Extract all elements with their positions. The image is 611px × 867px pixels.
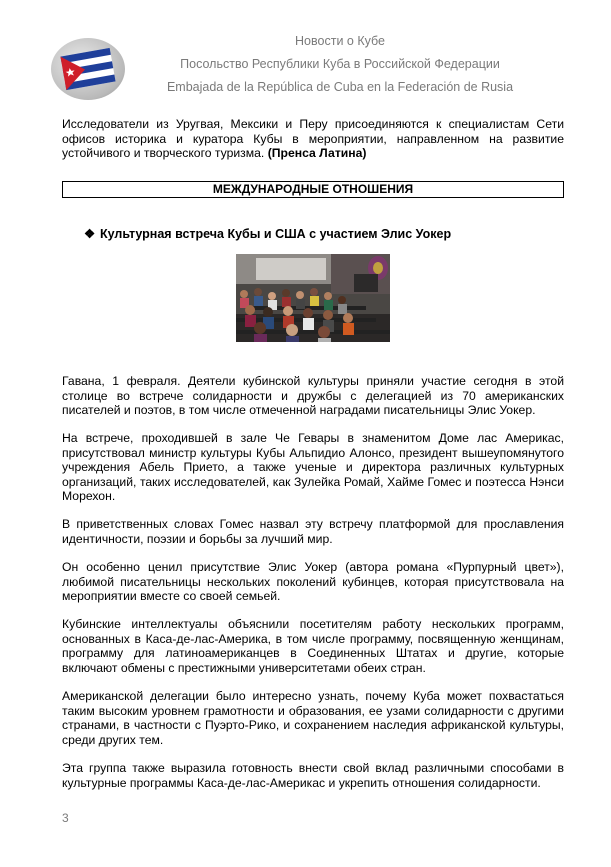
section-heading: МЕЖДУНАРОДНЫЕ ОТНОШЕНИЯ — [62, 181, 564, 198]
intro-source: (Пренса Латина) — [267, 146, 367, 160]
header-embassy-ru: Посольство Республики Куба в Российской Федерации — [180, 57, 500, 71]
article-title: Культурная встреча Кубы и США с участием Элис Уокер — [100, 227, 452, 241]
article-heading — [84, 226, 451, 241]
article-paragraph-6: Американской делегации было интересно узнать, почему Куба может похвастаться таким высоким уровнем грамотности и образования, ее узами солидарности с другими странами, в частности с Пуэрто-Рико, и сохранением наследия африканской культуры, среди других тем. — [62, 689, 564, 747]
article-paragraph-2: На встрече, проходившей в зале Че Гевары в знаменитом Доме лас Америкас, присутствовал министр культуры Кубы Альпидио Алонсо, президент вышеупомянутого учреждения Абель Прието, а также ученые и директора различных культурных организаций, таких исследователей, как Зулейка Ромай, Хайме Гомес и поэтесса Нэнси Морехон. — [62, 431, 564, 503]
article-paragraph-3: В приветственных словах Гомес назвал эту встречу платформой для прославления идентичности, поэзии и борьбы за лучший мир. — [62, 517, 564, 546]
page-number: 3 — [62, 811, 69, 825]
diamond-bullet-icon: ❖ — [84, 227, 96, 241]
header-news-title: Новости о Кубе — [295, 34, 385, 48]
article-paragraph-4: Он особенно ценил присутствие Элис Уокер (автора романа «Пурпурный цвет»), любимой писательницы нескольких поколений кубинцев, которая присутствовала на мероприятии вместе со своей семьей. — [62, 560, 564, 603]
intro-paragraph — [62, 117, 564, 161]
header-embassy-es: Embajada de la República de Cuba en la Federación de Rusia — [166, 80, 514, 94]
article-paragraph-1: Гавана, 1 февраля. Деятели кубинской культуры приняли участие сегодня в этой столице во встрече солидарности и дружбы с делегацией из 70 американских писателей и поэтов, в том числе отмеченной наградами писательницы Элис Уокер. — [62, 374, 564, 417]
intro-text: Исследователи из Уругвая, Мексики и Перу присоединяются к специалистам Сети офисов историка и куратора Кубы в мероприятии, направленном на развитие устойчивого и творческого туризма. — [62, 117, 564, 160]
cuba-flag-logo — [51, 38, 125, 100]
article-paragraph-7: Эта группа также выразила готовность внести свой вклад различными способами в культурные программы Каса-де-лас-Америкас и укрепить отношения солидарности. — [62, 761, 564, 790]
article-photo — [236, 254, 390, 342]
article-paragraph-5: Кубинские интеллектуалы объяснили посетителям работу нескольких программ, основанных в Каса-де-лас-Америка, в том числе программу, посвященную женщинам, программу для латиноамериканцев в Соединенных Штатах и другие, которые включают обмены с престижными университетами обеих стран. — [62, 617, 564, 675]
